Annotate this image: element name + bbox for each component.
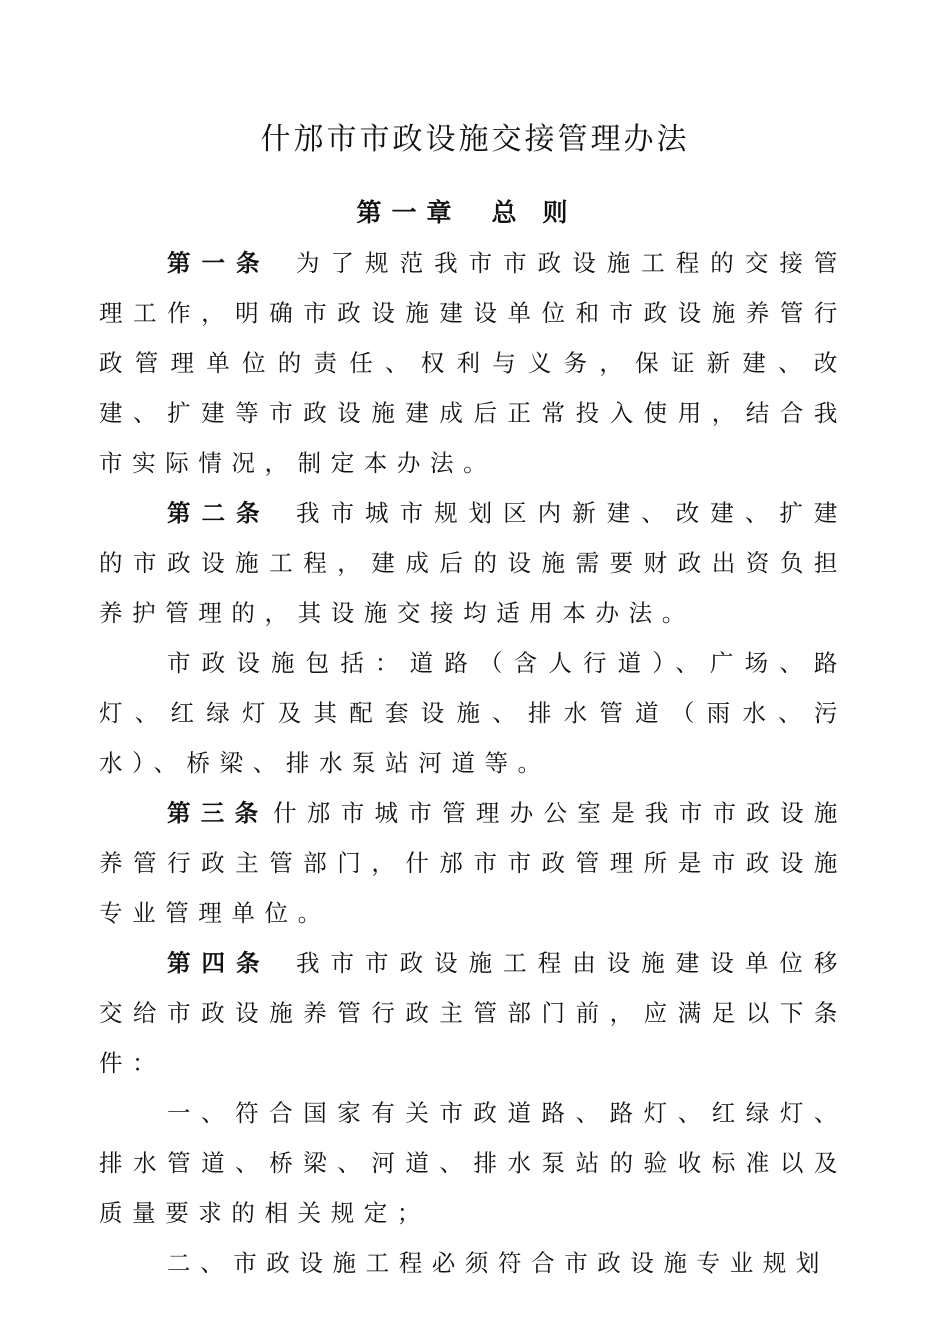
- condition-1-paragraph: [99, 1088, 847, 1238]
- chapter-heading: [0, 193, 950, 233]
- paragraph-text: 二、市政设施工程必须符合市政设施专业规划: [167, 1249, 829, 1277]
- article-number: 第三条: [167, 799, 269, 827]
- article-text: 我市城市规划区内新建、改建、扩建的市政设施工程，建成后的设施需要财政出资负担养护管理的，其设施交接均适用本办法。: [99, 499, 847, 627]
- document-title: 什邡市市政设施交接管理办法: [260, 122, 690, 157]
- article-text: 什邡市城市管理办公室是我市市政设施养管行政主管部门，什邡市市政管理所是市政设施专业管理单位。: [99, 799, 847, 927]
- article-number: 第二条: [167, 499, 271, 527]
- article-number: 第四条: [167, 949, 271, 977]
- paragraph-text: 市政设施包括：道路（含人行道）、广场、路灯、红绿灯及其配套设施、排水管道（雨水、污水）、桥梁、排水泵站河道等。: [99, 649, 847, 777]
- article-2-paragraph: [99, 488, 847, 638]
- article-number: 第一条: [167, 249, 271, 277]
- article-text: 为了规范我市市政设施工程的交接管理工作，明确市政设施建设单位和市政设施养管行政管理单位的责任、权利与义务，保证新建、改建、扩建等市政设施建成后正常投入使用，结合我市实际情况，制定本办法。: [99, 249, 847, 477]
- document-body: [99, 238, 847, 1288]
- article-3-paragraph: [99, 788, 847, 938]
- article-1-paragraph: [99, 238, 847, 488]
- article-text: 我市市政设施工程由设施建设单位移交给市政设施养管行政主管部门前，应满足以下条件：: [99, 949, 847, 1077]
- chapter-name: 总则: [491, 198, 594, 227]
- condition-2-paragraph: [99, 1238, 847, 1288]
- scope-paragraph: [99, 638, 847, 788]
- chapter-number: 第一章: [356, 198, 462, 227]
- article-4-paragraph: [99, 938, 847, 1088]
- paragraph-text: 一、符合国家有关市政道路、路灯、红绿灯、排水管道、桥梁、河道、排水泵站的验收标准以及质量要求的相关规定；: [99, 1099, 847, 1227]
